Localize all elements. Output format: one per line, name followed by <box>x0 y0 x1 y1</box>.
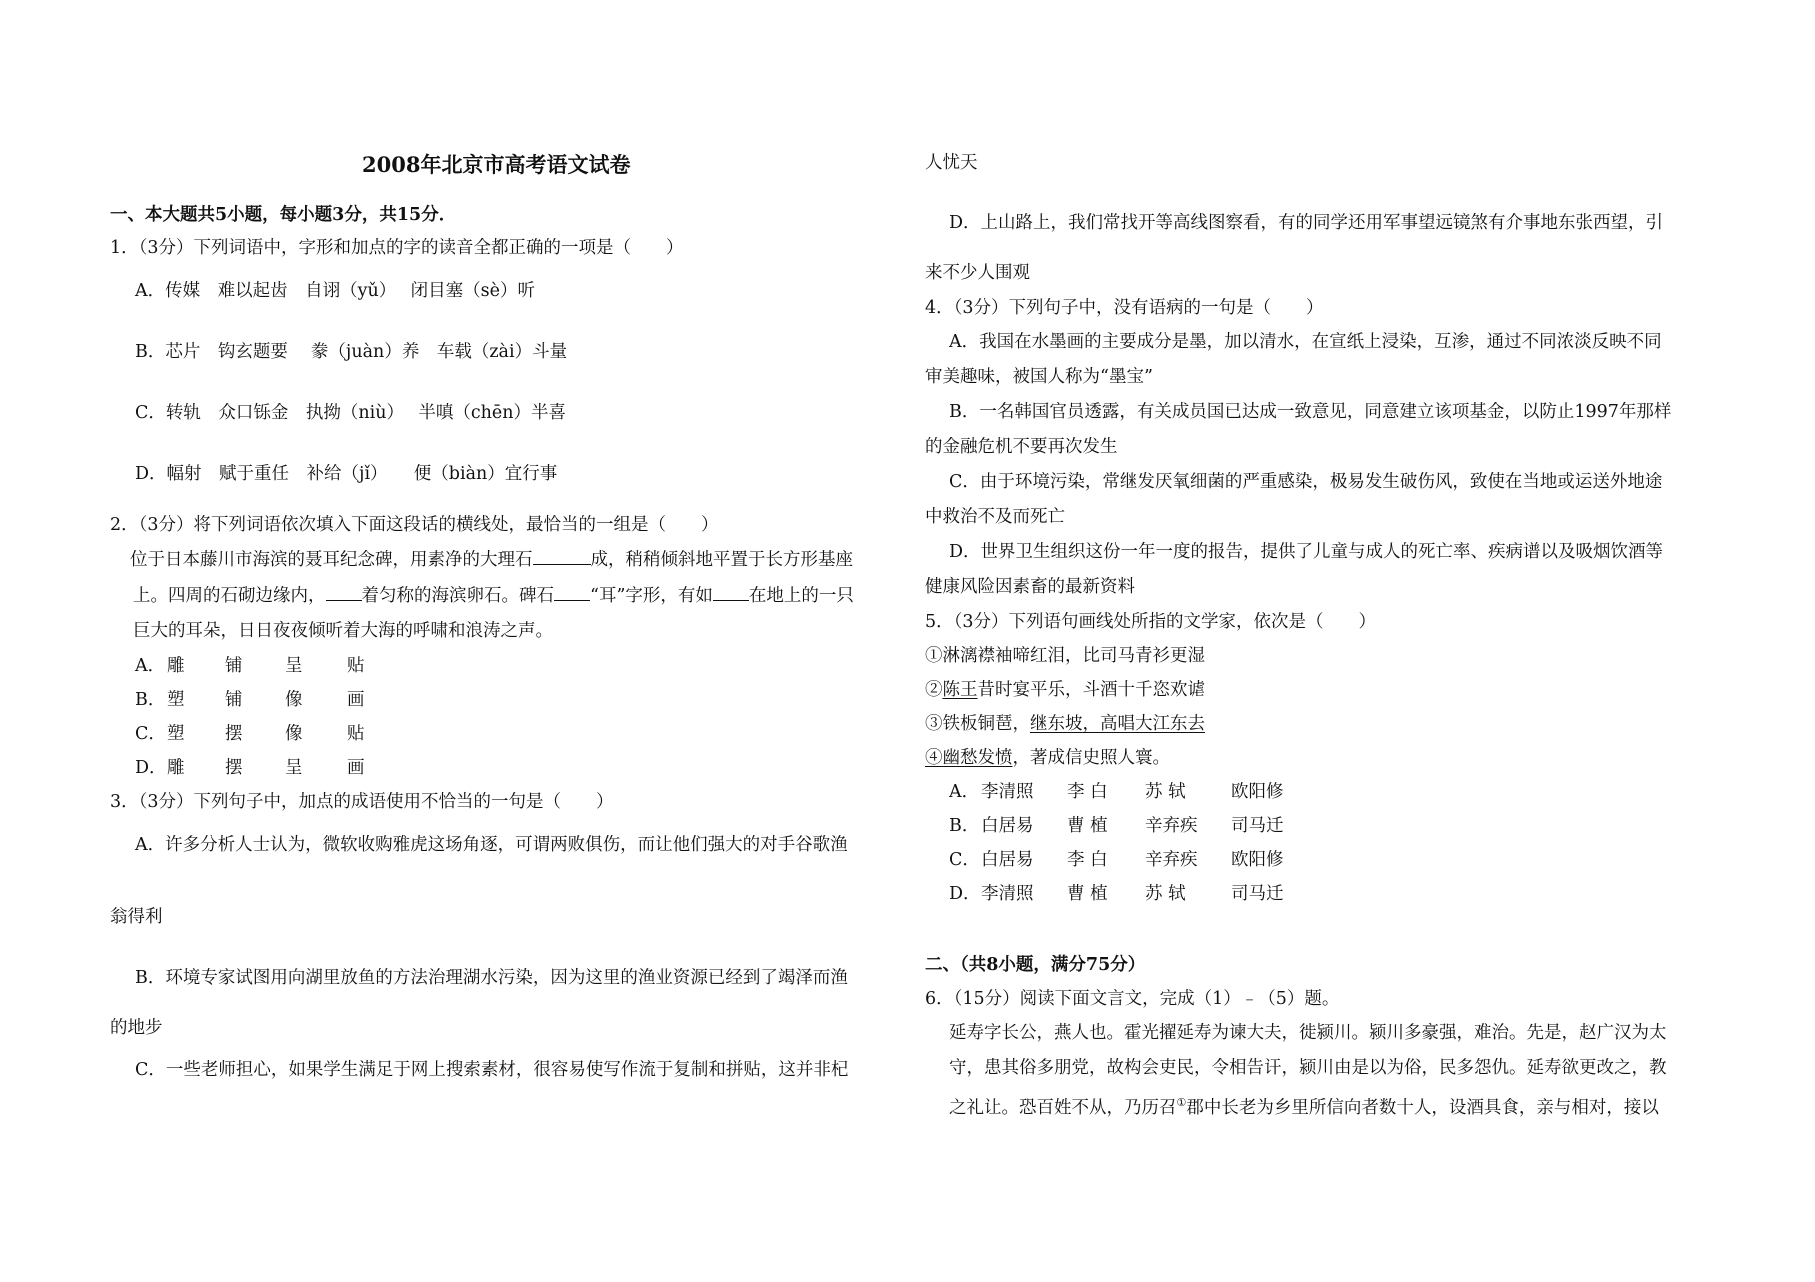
option-word: 雕 <box>167 758 185 778</box>
q2-p1b: 成，稍稍倾斜地平置于长方形基座 <box>590 550 853 570</box>
q5-option-row <box>949 815 1284 837</box>
q5-l3-underlined: 继东坡，高唱大江东去 <box>1030 714 1205 734</box>
q2-p2a: 上。四周的石砌边缘内， <box>133 586 326 606</box>
q3-option-b-cont: 的地步 <box>110 1018 163 1038</box>
q2-option-row <box>135 655 365 677</box>
q3-option-a: A．许多分析人士认为，微软收购雅虎这场角逐，可谓两败俱伤，而让他们强大的对手谷歌渔 <box>135 835 848 855</box>
q5-stem: 5．（3分）下列语句画线处所指的文学家，依次是（ ） <box>925 612 1377 632</box>
fill-blank <box>533 548 591 565</box>
q4-option-d-cont: 健康风险因素畜的最新资料 <box>925 577 1135 597</box>
q6-passage-line3 <box>949 1092 1659 1119</box>
q4-option-a: A．我国在水墨画的主要成分是墨，加以清水，在宣纸上浸染，互渗，通过不同浓淡反映不同 <box>949 332 1662 352</box>
option-word: 贴 <box>347 724 365 744</box>
option-word: 曹 植 <box>1067 816 1108 836</box>
option-word: 塑 <box>167 690 185 710</box>
option-word: 铺 <box>225 690 243 710</box>
q5-l4-underlined: ④幽愁发愤 <box>925 748 1013 768</box>
section2-heading: 二、（共8小题，满分75分） <box>925 955 1146 975</box>
q2-p2c: “耳”字形，有如 <box>590 586 713 606</box>
option-word: 白居易 <box>981 850 1034 870</box>
option-word: 呈 <box>285 758 303 778</box>
q5-line3 <box>925 713 1205 735</box>
option-word: 塑 <box>167 724 185 744</box>
q1-option-c: C．转轨 众口铄金 执拗（niù） 半嗔（chēn）半喜 <box>135 403 567 423</box>
footnote-marker: ① <box>1176 1096 1187 1109</box>
fill-blank <box>326 584 362 601</box>
q1-option-a: A．传媒 难以起齿 自诩（yǔ） 闭目塞（sè）听 <box>135 281 535 301</box>
option-word: 画 <box>347 758 365 778</box>
q2-passage-line1 <box>130 548 853 571</box>
option-letter: A． <box>135 656 166 676</box>
option-letter: D． <box>135 758 167 778</box>
fill-blank <box>713 584 749 601</box>
q3-stem: 3．（3分）下列句子中，加点的成语使用不恰当的一句是（ ） <box>110 792 614 812</box>
option-letter: C． <box>949 850 980 870</box>
q5-option-row <box>949 781 1284 803</box>
q4-option-c: C．由于环境污染，常继发厌氧细菌的严重感染，极易发生破伤风，致使在当地或运送外地途 <box>949 472 1663 492</box>
q5-l2-underlined: 陈王 <box>942 680 978 700</box>
q3-option-d: D．上山路上，我们常找开等高线图察看，有的同学还用军事望远镜煞有介事地东张西望，引 <box>949 213 1664 233</box>
q2-p2b: 着匀称的海滨卵石。碑石 <box>361 586 554 606</box>
q5-l2-rest: 昔时宴平乐，斗酒十千恣欢谑 <box>977 680 1205 700</box>
q1-option-b: B．芯片 钩玄题要 豢（juàn）养 车载（zài）斗量 <box>135 342 568 362</box>
option-word: 辛弃疾 <box>1145 816 1198 836</box>
option-word: 欧阳修 <box>1231 850 1284 870</box>
q3-option-a-cont: 翁得利 <box>110 907 163 927</box>
section1-heading: 一、本大题共5小题，每小题3分，共15分． <box>110 205 457 225</box>
q2-stem-text: 2．（3分）将下列词语依次填入下面这段话的横线处，最恰当的一组是（ ） <box>110 515 719 535</box>
option-word: 摆 <box>225 724 243 744</box>
option-word: 像 <box>285 724 303 744</box>
q3-option-c: C．一些老师担心，如果学生满足于网上搜索素材，很容易使写作流于复制和拼贴，这并非杞 <box>135 1060 849 1080</box>
q1-stem: 1．（3分）下列词语中，字形和加点的字的读音全都正确的一项是（ ） <box>110 238 684 258</box>
q6-p3b: 郡中长老为乡里所信向者数十人，设酒具食，亲与相对，接以 <box>1186 1097 1659 1118</box>
option-word: 司马迁 <box>1231 884 1284 904</box>
q2-p1a: 位于日本藤川市海滨的聂耳纪念碑，用素净的大理石 <box>130 550 533 570</box>
q5-line1: ①淋漓襟袖啼红泪，比司马青衫更湿 <box>925 646 1205 666</box>
option-word: 像 <box>285 690 303 710</box>
q5-option-row <box>949 849 1284 871</box>
q2-p2d: 在地上的一只 <box>748 586 854 606</box>
q2-option-row <box>135 757 365 779</box>
option-word: 辛弃疾 <box>1145 850 1198 870</box>
q6-passage-line1: 延寿字长公，燕人也。霍光擢延寿为谏大夫，徙颍川。颍川多豪强，难治。先是，赵广汉为太 <box>949 1023 1667 1043</box>
q2-option-row <box>135 689 365 711</box>
option-letter: C． <box>135 724 166 744</box>
option-word: 司马迁 <box>1231 816 1284 836</box>
q4-option-c-cont: 中救治不及而死亡 <box>925 507 1065 527</box>
option-word: 画 <box>347 690 365 710</box>
q5-l2-marker: ② <box>925 680 943 700</box>
option-letter: A． <box>949 782 980 802</box>
q4-option-b: B．一名韩国官员透露，有关成员国已达成一致意见，同意建立该项基金，以防止1997年那样 <box>949 402 1672 422</box>
option-word: 苏 轼 <box>1145 782 1186 802</box>
q2-option-row <box>135 723 365 745</box>
q5-line2 <box>925 679 1205 701</box>
option-word: 白居易 <box>981 816 1034 836</box>
q3-option-d-cont: 来不少人围观 <box>925 263 1030 283</box>
option-word: 李清照 <box>981 782 1034 802</box>
q5-l3-start: ③铁板铜琶， <box>925 714 1030 734</box>
q4-option-a-cont: 审美趣味，被国人称为“墨宝” <box>925 367 1153 387</box>
option-word: 李 白 <box>1067 782 1108 802</box>
q6-passage-line2: 守，患其俗多朋党，故构会吏民，令相告讦，颍川由是以为俗，民多怨仇。延寿欲更改之，教 <box>949 1058 1667 1078</box>
fill-blank <box>554 584 590 601</box>
q6-stem: 6．（15分）阅读下面文言文，完成（1）﹣（5）题。 <box>925 989 1340 1009</box>
q5-l4-rest: ，著成信史照人寰。 <box>1012 748 1170 768</box>
q5-line4 <box>925 747 1170 769</box>
option-letter: D． <box>949 884 981 904</box>
option-letter: B． <box>949 816 980 836</box>
page-title: 2008年北京市高考语文试卷 <box>362 152 631 177</box>
q3-option-c-cont: 人忧天 <box>925 153 978 173</box>
q4-option-b-cont: 的金融危机不要再次发生 <box>925 437 1118 457</box>
option-word: 李清照 <box>981 884 1034 904</box>
option-word: 铺 <box>225 656 243 676</box>
q4-stem: 4．（3分）下列句子中，没有语病的一句是（ ） <box>925 298 1324 318</box>
option-word: 欧阳修 <box>1231 782 1284 802</box>
q6-p3a: 之礼让。恐百姓不从，乃历召 <box>949 1097 1177 1118</box>
option-word: 曹 植 <box>1067 884 1108 904</box>
q3-option-b: B．环境专家试图用向湖里放鱼的方法治理湖水污染，因为这里的渔业资源已经到了竭泽而渔 <box>135 968 848 988</box>
q1-option-d: D．幅射 赋于重任 补给（jǐ） 便（biàn）宜行事 <box>135 464 558 484</box>
q5-option-row <box>949 883 1284 905</box>
q2-passage-line2 <box>133 584 854 607</box>
option-word: 摆 <box>225 758 243 778</box>
option-letter: B． <box>135 690 166 710</box>
option-word: 苏 轼 <box>1145 884 1186 904</box>
option-word: 李 白 <box>1067 850 1108 870</box>
option-word: 贴 <box>347 656 365 676</box>
q2-passage-line3: 巨大的耳朵，日日夜夜倾听着大海的呼啸和浪涛之声。 <box>133 621 553 641</box>
option-word: 雕 <box>167 656 185 676</box>
option-word: 呈 <box>285 656 303 676</box>
q4-option-d: D．世界卫生组织这份一年一度的报告，提供了儿童与成人的死亡率、疾病谱以及吸烟饮酒等 <box>949 542 1664 562</box>
